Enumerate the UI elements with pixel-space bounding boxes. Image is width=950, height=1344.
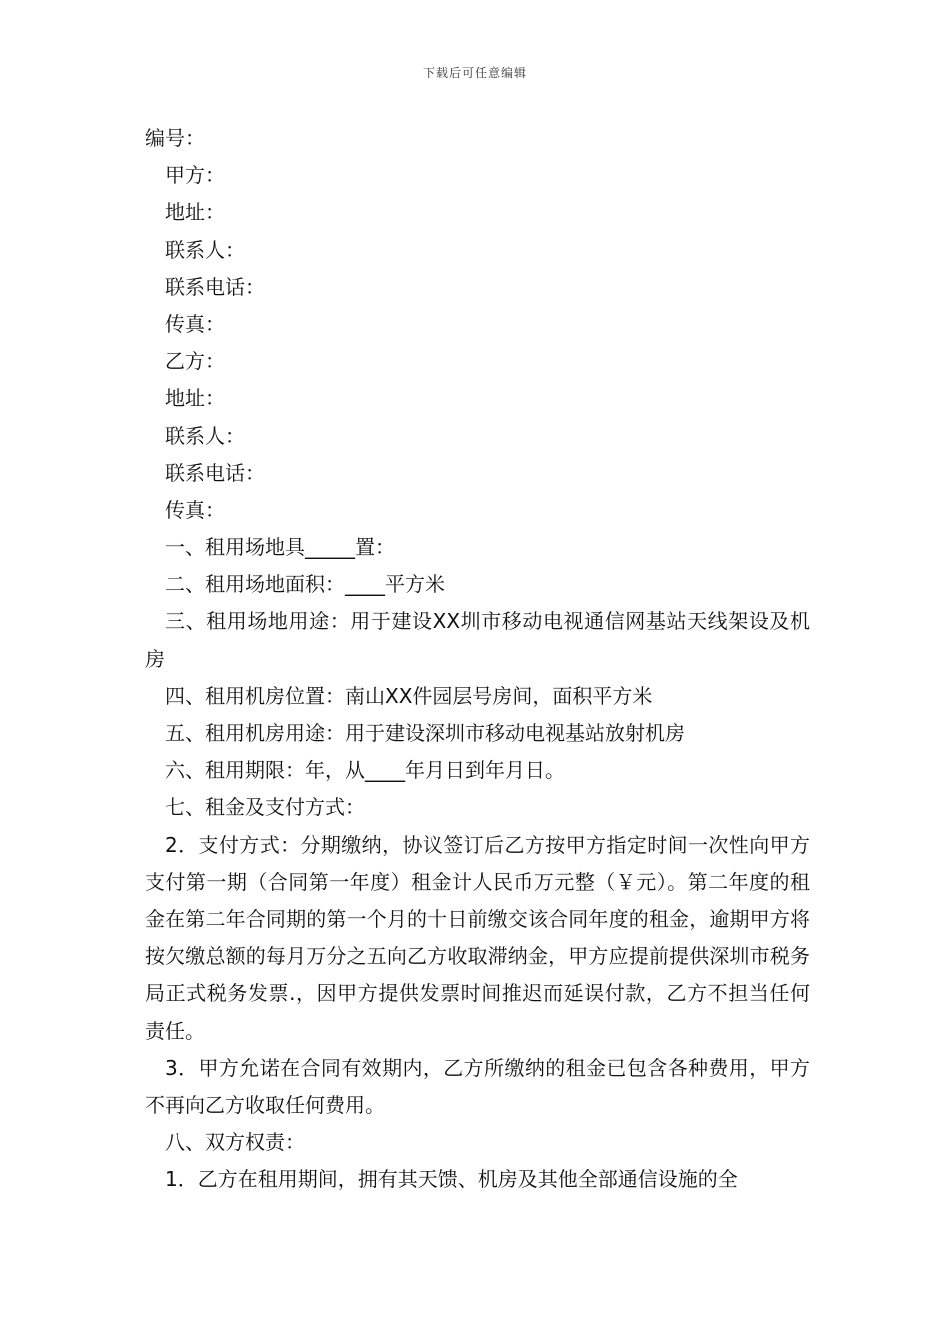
clause-8: 八、双方权责： [165, 1130, 305, 1155]
payment-method-paragraph: 2．支付方式：分期缴纳，协议签订后乙方按甲方指定时间一次性向甲方支付第一期（合同第一年度）租金计人民币万元整（￥元）。第二年度的租金在第二年合同期的第一个月的十日前缴交该合同年度的租金，逾期甲方将按欠缴总额的每月万分之五向乙方收取滞纳金，甲方应提前提供深圳市税务局正式税务发票.，因甲方提供发票时间推迟而延误付款，乙方不担当任何责任。 [145, 832, 810, 1043]
clause-7: 七、租金及支付方式： [165, 795, 365, 820]
contract-body [145, 120, 810, 1199]
clause-2 [145, 566, 810, 603]
clause-4: 四、租用机房位置：南山XX件园层号房间，面积平方米 [165, 683, 653, 708]
fees-included-paragraph: 3．甲方允诺在合同有效期内，乙方所缴纳的租金已包含各种费用，甲方不再向乙方收取任何费用。 [145, 1055, 810, 1118]
party-b-address: 地址： [165, 386, 225, 411]
clause-2-blank: ____ [345, 572, 385, 597]
clause-6 [145, 752, 810, 789]
contract-number-label: 编号： [145, 126, 205, 150]
party-b-label: 乙方： [165, 349, 225, 374]
rights-paragraph-1: 1．乙方在租用期间，拥有其天馈、机房及其他全部通信设施的全 [165, 1167, 738, 1192]
clause-1-blank: _____ [305, 535, 355, 560]
party-a-contact: 联系人： [165, 237, 245, 262]
party-a-address: 地址： [165, 200, 225, 225]
clause-2-prefix: 二、租用场地面积： [165, 572, 345, 597]
page-header: 下载后可任意编辑 [422, 66, 527, 80]
party-a-fax: 传真： [165, 311, 225, 336]
clause-5: 五、租用机房用途：用于建设深圳市移动电视基站放射机房 [165, 721, 685, 746]
party-a-phone: 联系电话： [165, 274, 265, 299]
clause-1 [145, 529, 810, 566]
party-b-fax: 传真： [165, 497, 225, 522]
clause-3: 三、租用场地用途：用于建设XX圳市移动电视通信网基站天线架设及机房 [145, 609, 810, 671]
party-b-phone: 联系电话： [165, 460, 265, 485]
party-b-contact: 联系人： [165, 423, 245, 448]
clause-1-prefix: 一、租用场地具 [165, 535, 305, 560]
clause-6-blank: ____ [365, 758, 405, 783]
clause-6-suffix: 年月日到年月日。 [405, 758, 565, 783]
clause-2-suffix: 平方米 [385, 572, 445, 597]
clause-1-suffix: 置： [355, 535, 395, 560]
party-a-label: 甲方： [165, 163, 225, 188]
clause-6-prefix: 六、租用期限：年，从 [165, 758, 365, 783]
